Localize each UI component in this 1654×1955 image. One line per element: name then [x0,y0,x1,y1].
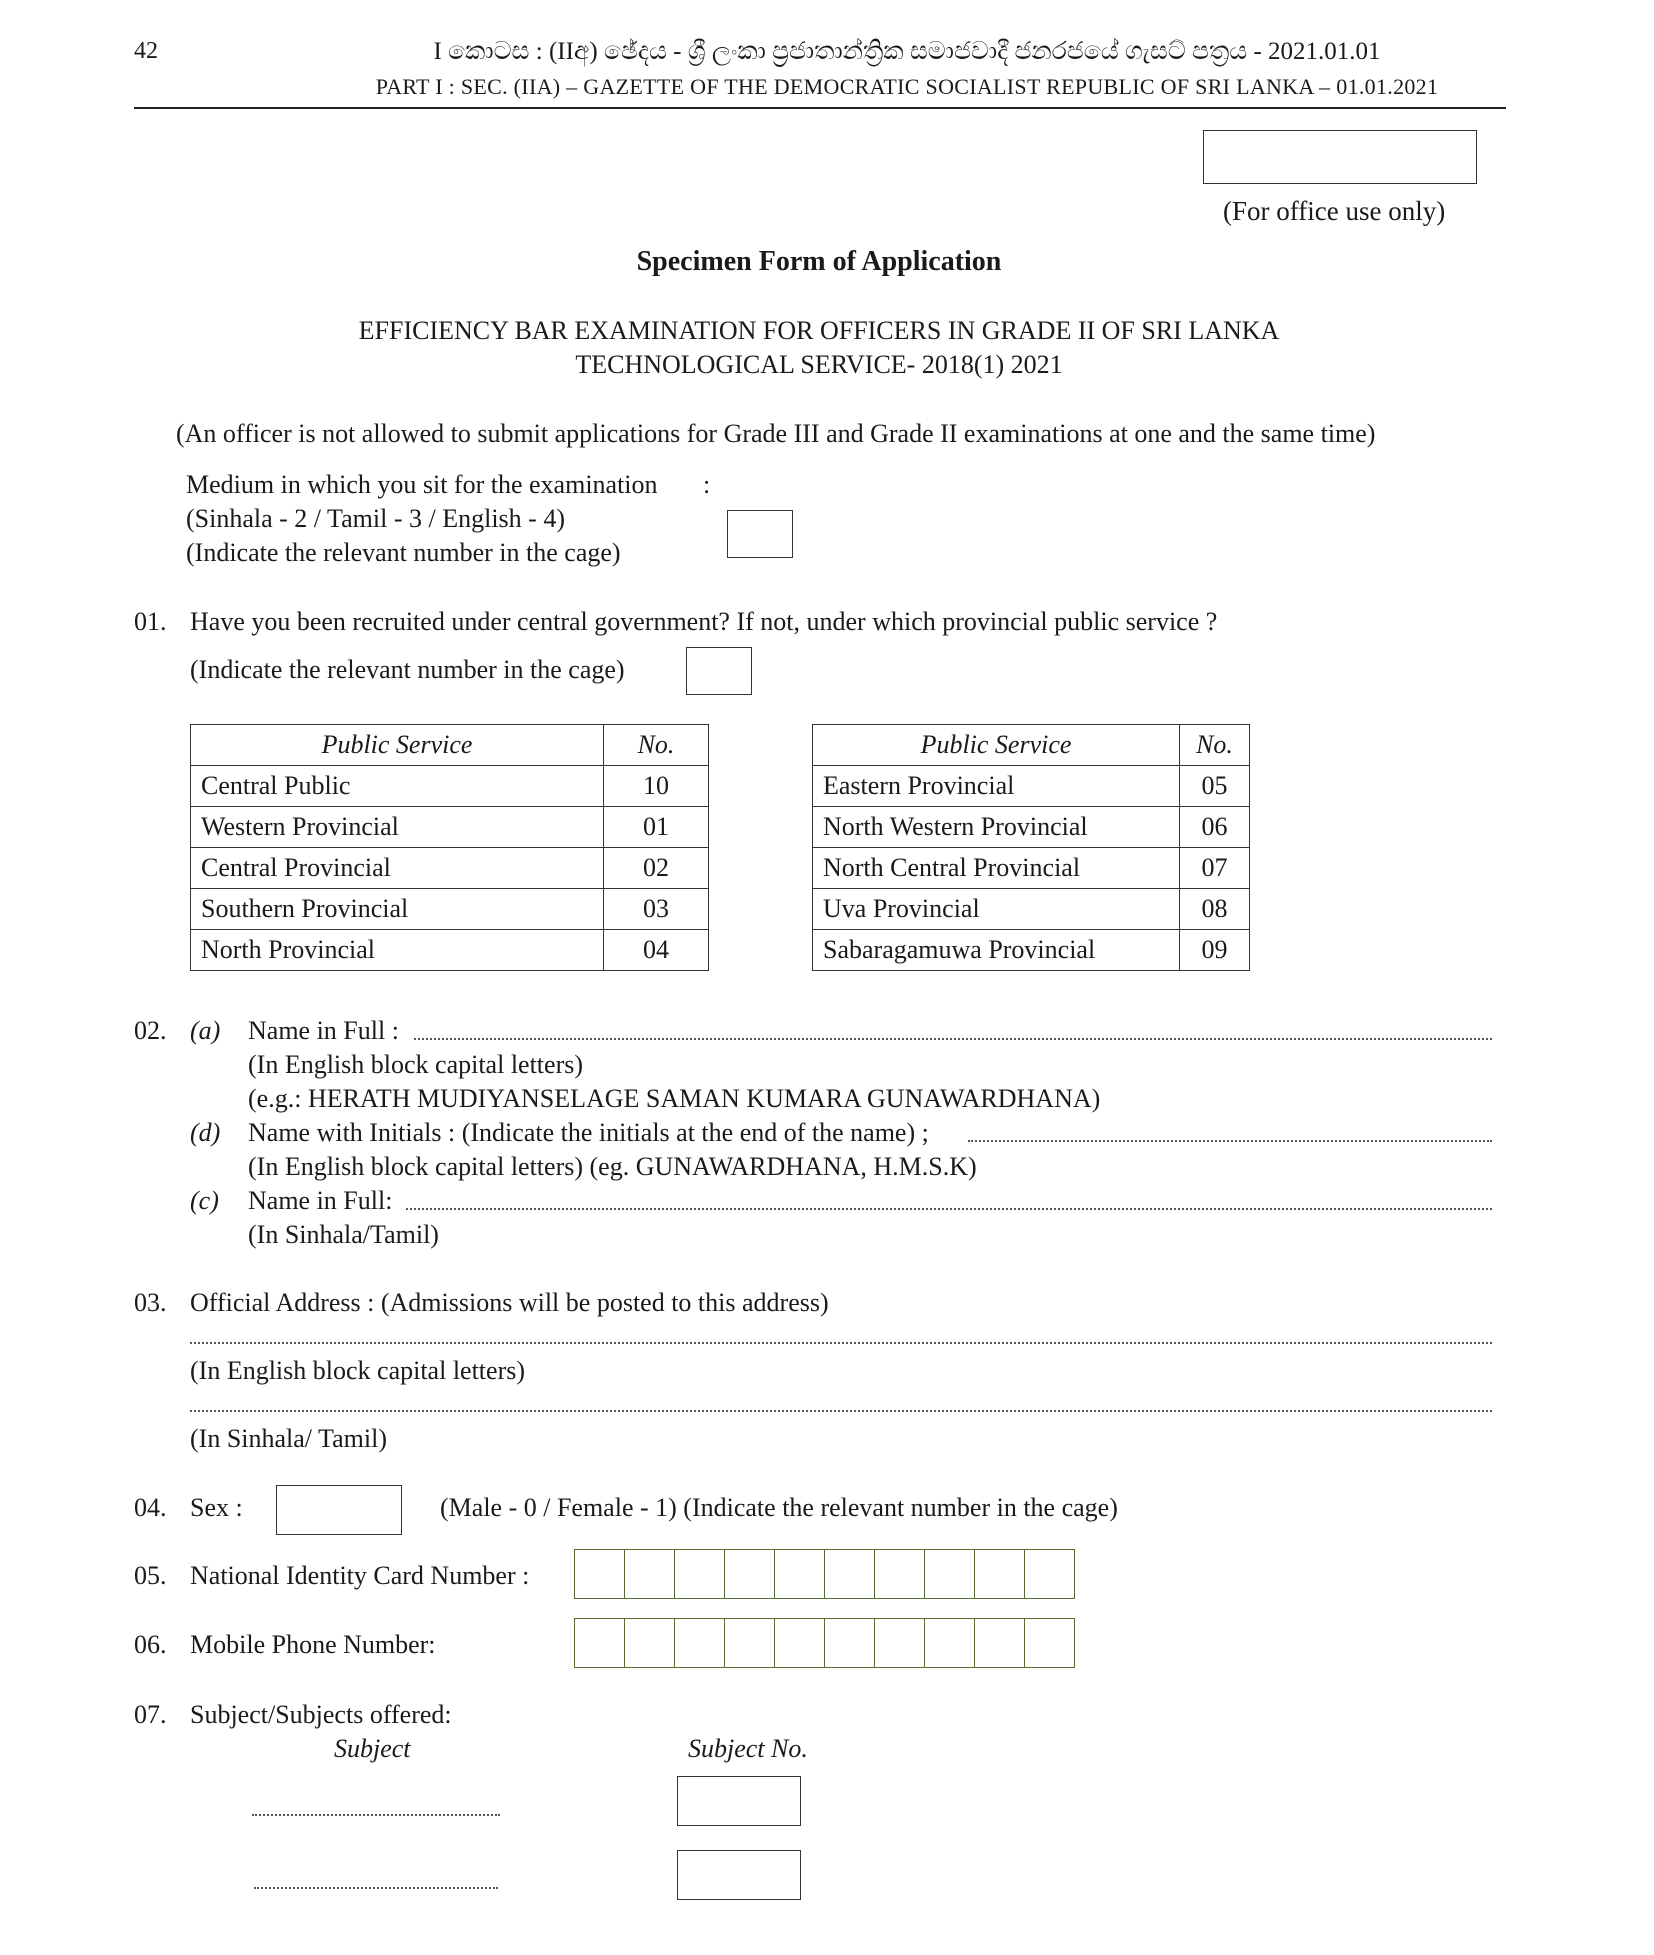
service-name: Sabaragamuwa Provincial [813,930,1180,971]
table-row [813,807,1250,848]
q02-c-note: (In Sinhala/Tamil) [248,1220,439,1249]
table-row [813,766,1250,807]
q04-note: (Male - 0 / Female - 1) (Indicate the relevant number in the cage) [440,1493,1118,1522]
q01-question: Have you been recruited under central government? If not, under which provincial public service ? [190,607,1218,636]
full-name-sinhala-field[interactable] [406,1208,1492,1210]
q03-label: Official Address : (Admissions will be posted to this address) [190,1288,829,1317]
subject-1-field[interactable] [252,1814,500,1816]
q02-c-label: Name in Full: [248,1186,393,1215]
q04-label: Sex : [190,1493,243,1522]
medium-cage[interactable] [727,510,793,558]
office-use-box[interactable] [1203,130,1477,184]
service-name: North Provincial [191,930,604,971]
q02-d-marker: (d) [190,1118,221,1147]
address-english-field[interactable] [190,1342,1492,1344]
service-no: 03 [604,889,709,930]
form-title: Specimen Form of Application [636,246,1002,277]
q02-a-note-1: (In English block capital letters) [248,1050,584,1079]
service-no: 08 [1180,889,1250,930]
service-table-left [190,724,709,971]
q01-number: 01. [134,607,167,636]
service-name: North Western Provincial [813,807,1180,848]
q03-note-english: (In English block capital letters) [190,1356,526,1385]
service-no: 02 [604,848,709,889]
q01-cage[interactable] [686,647,752,695]
service-no: 06 [1180,807,1250,848]
medium-colon: : [703,470,711,499]
service-no: 09 [1180,930,1250,971]
subject-2-field[interactable] [254,1887,498,1889]
service-name: Central Public [191,766,604,807]
column-header-no: No. [1180,725,1250,766]
q05-label: National Identity Card Number : [190,1561,530,1590]
table-header-row [191,725,709,766]
service-name: Eastern Provincial [813,766,1180,807]
q02-number: 02. [134,1016,167,1045]
service-name: Western Provincial [191,807,604,848]
table-header-row [813,725,1250,766]
q06-number: 06. [134,1630,167,1659]
service-no: 01 [604,807,709,848]
q02-a-marker: (a) [190,1016,221,1045]
table-row [191,930,709,971]
service-name: Uva Provincial [813,889,1180,930]
q02-a-note-2: (e.g.: HERATH MUDIYANSELAGE SAMAN KUMARA GUNAWARDHANA) [248,1084,1101,1113]
q01-instruction: (Indicate the relevant number in the cage) [190,655,625,684]
q03-number: 03. [134,1288,167,1317]
subject-1-no-cage[interactable] [677,1776,801,1826]
exam-title-line-2: TECHNOLOGICAL SERVICE- 2018(1) 2021 [575,350,1063,379]
name-with-initials-field[interactable] [968,1140,1492,1142]
gazette-header-sinhala: I කොටස : (IIඅ) ඡේදය - ශ්‍රී ලංකා ප්‍රජාතාන්ත්‍රික සමාජවාදී ජනරජයේ ගැසට් පත්‍රය - 2021.01.01 [433,38,1381,65]
q02-c-marker: (c) [190,1186,219,1215]
sex-cage[interactable] [276,1485,402,1535]
subject-2-no-cage[interactable] [677,1850,801,1900]
q02-d-label: Name with Initials : (Indicate the initials at the end of the name) ; [248,1118,929,1147]
subject-no-column-header: Subject No. [688,1734,808,1763]
table-row [813,889,1250,930]
service-table-right [812,724,1250,971]
gazette-header-english: PART I : SEC. (IIA) – GAZETTE OF THE DEMOCRATIC SOCIALIST REPUBLIC OF SRI LANKA – 01.01.2021 [375,74,1439,99]
table-row [813,930,1250,971]
address-sinhala-field[interactable] [190,1410,1492,1412]
nic-number-boxes[interactable] [574,1549,1075,1599]
table-row [191,766,709,807]
q07-number: 07. [134,1700,167,1729]
page-number: 42 [134,38,158,64]
service-no: 04 [604,930,709,971]
service-name: Central Provincial [191,848,604,889]
q05-number: 05. [134,1561,167,1590]
header-rule [134,107,1506,109]
q02-d-note: (In English block capital letters) (eg. GUNAWARDHANA, H.M.S.K) [248,1152,977,1181]
service-name: Southern Provincial [191,889,604,930]
application-note: (An officer is not allowed to submit applications for Grade III and Grade II examinations at one and the same time) [176,419,1376,448]
table-row [191,889,709,930]
q03-note-sinhala: (In Sinhala/ Tamil) [190,1424,387,1453]
medium-options: (Sinhala - 2 / Tamil - 3 / English - 4) [186,504,565,533]
medium-instruction: (Indicate the relevant number in the cage) [186,538,621,567]
column-header-public-service: Public Service [813,725,1180,766]
table-row [191,807,709,848]
q06-label: Mobile Phone Number: [190,1630,436,1659]
full-name-english-field[interactable] [414,1038,1492,1040]
service-name: North Central Provincial [813,848,1180,889]
column-header-public-service: Public Service [191,725,604,766]
q02-a-label: Name in Full : [248,1016,399,1045]
column-header-no: No. [604,725,709,766]
service-no: 05 [1180,766,1250,807]
subject-column-header: Subject [334,1734,411,1763]
office-use-label: (For office use only) [1223,196,1446,226]
mobile-number-boxes[interactable] [574,1618,1075,1668]
q07-label: Subject/Subjects offered: [190,1700,452,1729]
q04-number: 04. [134,1493,167,1522]
exam-title-line-1: EFFICIENCY BAR EXAMINATION FOR OFFICERS IN GRADE II OF SRI LANKA [358,316,1280,345]
medium-label: Medium in which you sit for the examination [186,470,658,499]
service-no: 10 [604,766,709,807]
table-row [191,848,709,889]
service-no: 07 [1180,848,1250,889]
table-row [813,848,1250,889]
